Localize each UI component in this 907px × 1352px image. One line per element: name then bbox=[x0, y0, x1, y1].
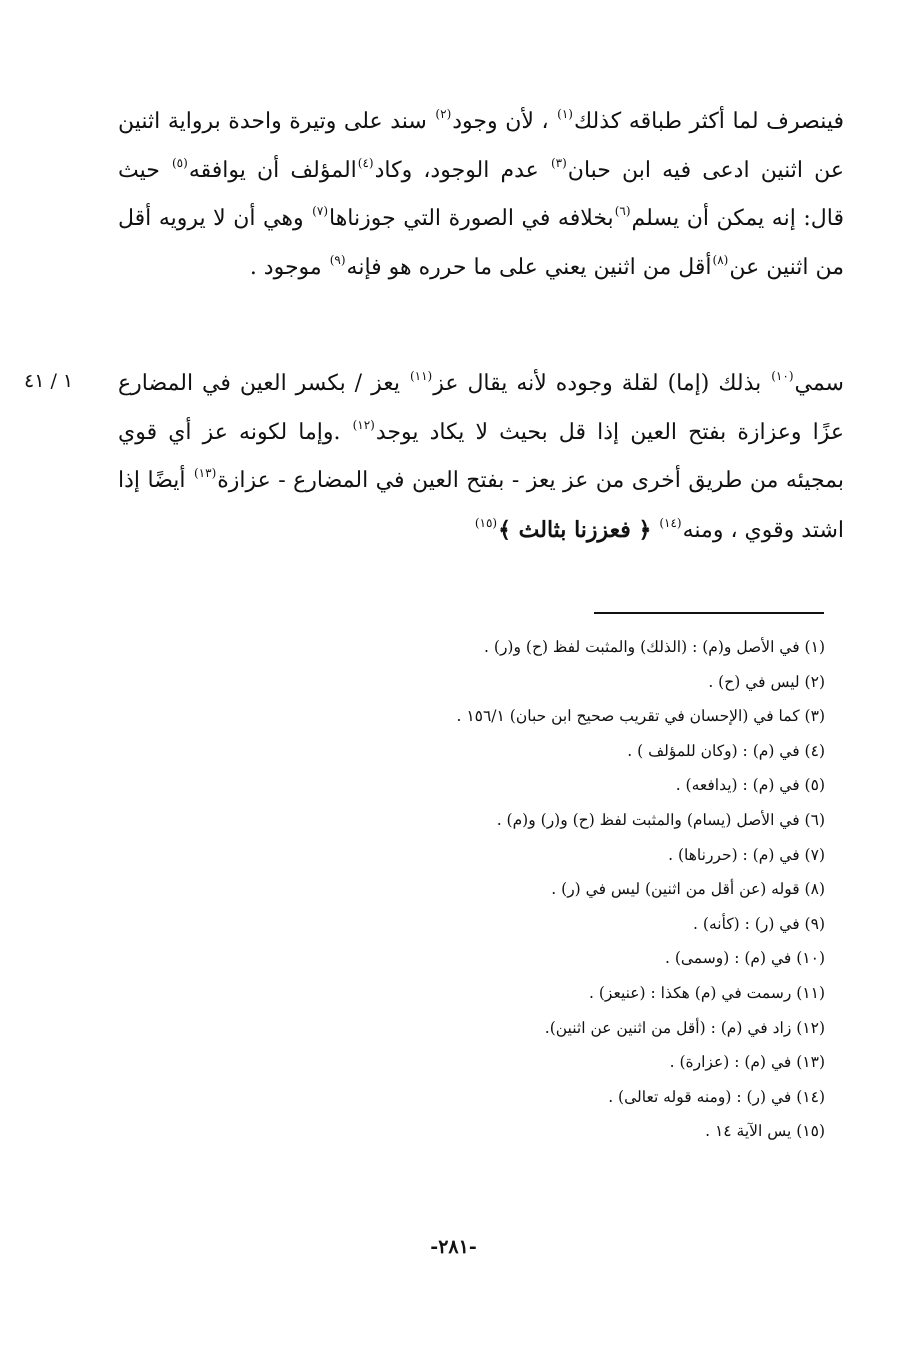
text-segment: يعز / بكسر العين في المضارع عزًا وعزازة بفتح العين إذا قل بحيث لا يكاد يوجد bbox=[118, 371, 844, 445]
footnote-item: (٦) في الأصل (يسام) والمثبت لفظ (ح) و(ر) و(م) . bbox=[496, 810, 825, 829]
footnote-item: (١٢) زاد في (م) : (أقل من اثنين عن اثنين). bbox=[544, 1018, 825, 1037]
footnote-item: (٢) ليس في (ح) . bbox=[708, 672, 825, 691]
footnote-ref[interactable]: (١) bbox=[557, 107, 573, 121]
text-segment: فينصرف لما أكثر طباقه كذلك bbox=[573, 109, 844, 134]
text-segment: أيضًا إذا اشتد وقوي ، ومنه bbox=[118, 468, 844, 543]
text-segment: أقل من اثنين يعني على ما حرره هو فإنه bbox=[346, 254, 712, 280]
footnote-ref[interactable]: (١١) bbox=[409, 369, 433, 383]
footnote-item: (٩) في (ر) : (كأنه) . bbox=[693, 914, 825, 933]
footnote-ref[interactable]: (٧) bbox=[312, 204, 328, 218]
footnote-ref[interactable]: (٥) bbox=[171, 155, 188, 170]
text-segment: بذلك (إما) لقلة وجوده لأنه يقال عز bbox=[433, 371, 762, 396]
footnote-item: (٤) في (م) : (وكان للمؤلف ) . bbox=[627, 741, 825, 760]
text-segment: المؤلف أن يوافقه bbox=[188, 157, 357, 183]
footnote-ref[interactable]: (١٢) bbox=[352, 417, 375, 432]
manuscript-folio-reference: ١ / ٤١ bbox=[24, 370, 74, 392]
text-segment: عدم الوجود، وكاد bbox=[374, 157, 539, 183]
main-paragraph-1 bbox=[118, 98, 844, 292]
text-segment: ، لأن وجود bbox=[452, 109, 549, 134]
footnote-ref[interactable]: (١٠) bbox=[771, 369, 794, 383]
footnote-ref[interactable]: (٣) bbox=[550, 155, 567, 170]
text-segment: .وإما لكونه عز أي قوي بمجيئه من طريق أخرى من عز يعز - بفتح العين في المضارع - عزازة bbox=[118, 419, 845, 493]
footnote-item: (٣) كما في (الإحسان في تقريب صحيح ابن حبان) ١٥٦/١ . bbox=[456, 707, 825, 726]
footnote-ref[interactable]: (٤) bbox=[357, 155, 374, 170]
page-number: -٢٨١- bbox=[430, 1236, 477, 1258]
footnote-item: (٧) في (م) : (حررناها) . bbox=[668, 845, 825, 864]
text-segment: بخلافه في الصورة التي جوزناها bbox=[329, 206, 614, 231]
footnote-ref[interactable]: (٩) bbox=[329, 252, 346, 267]
footnote-item: (١) في الأصل و(م) : (الذلك) والمثبت لفظ (ح) و(ر) . bbox=[484, 638, 825, 656]
text-segment: سمي bbox=[794, 371, 844, 396]
footnote-ref[interactable]: (٢) bbox=[435, 107, 452, 121]
footnote-ref[interactable]: (١٣) bbox=[193, 466, 217, 480]
footnote-item: (١٥) يس الآية ١٤ . bbox=[705, 1122, 825, 1141]
footnote-ref[interactable]: (١٥) bbox=[474, 515, 498, 530]
text-segment: وهي أن لا يرويه أقل من اثنين عن bbox=[118, 206, 844, 280]
footnote-ref[interactable]: (٨) bbox=[712, 252, 729, 267]
text-segment: سند على وتيرة واحدة برواية اثنين عن اثنين ادعى فيه ابن حبان bbox=[118, 109, 844, 183]
footnote-item: (١٣) في (م) : (عزارة) . bbox=[669, 1053, 825, 1072]
footnote-separator bbox=[594, 612, 824, 614]
footnote-item: (١١) رسمت في (م) هكذا : (عنيعز) . bbox=[589, 983, 825, 1002]
footnote-item: (٨) قوله (عن أقل من اثنين) ليس في (ر) . bbox=[551, 880, 825, 899]
footnote-item: (١٠) في (م) : (وسمى) . bbox=[664, 949, 825, 968]
footnote-item: (١٤) في (ر) : (ومنه قوله تعالى) . bbox=[608, 1087, 825, 1106]
main-paragraph-2 bbox=[118, 360, 844, 555]
text-segment: حيث قال: إنه يمكن أن يسلم bbox=[118, 157, 844, 231]
footnote-item: (٥) في (م) : (يدافعه) . bbox=[675, 776, 825, 795]
text-segment: موجود . bbox=[249, 254, 322, 280]
footnotes-list bbox=[300, 630, 825, 1149]
footnote-ref[interactable]: (٦) bbox=[614, 204, 631, 218]
footnote-ref[interactable]: (١٤) bbox=[659, 515, 682, 530]
quran-quote: ﴿ فعززنا بثالث ﴾ bbox=[498, 516, 652, 543]
